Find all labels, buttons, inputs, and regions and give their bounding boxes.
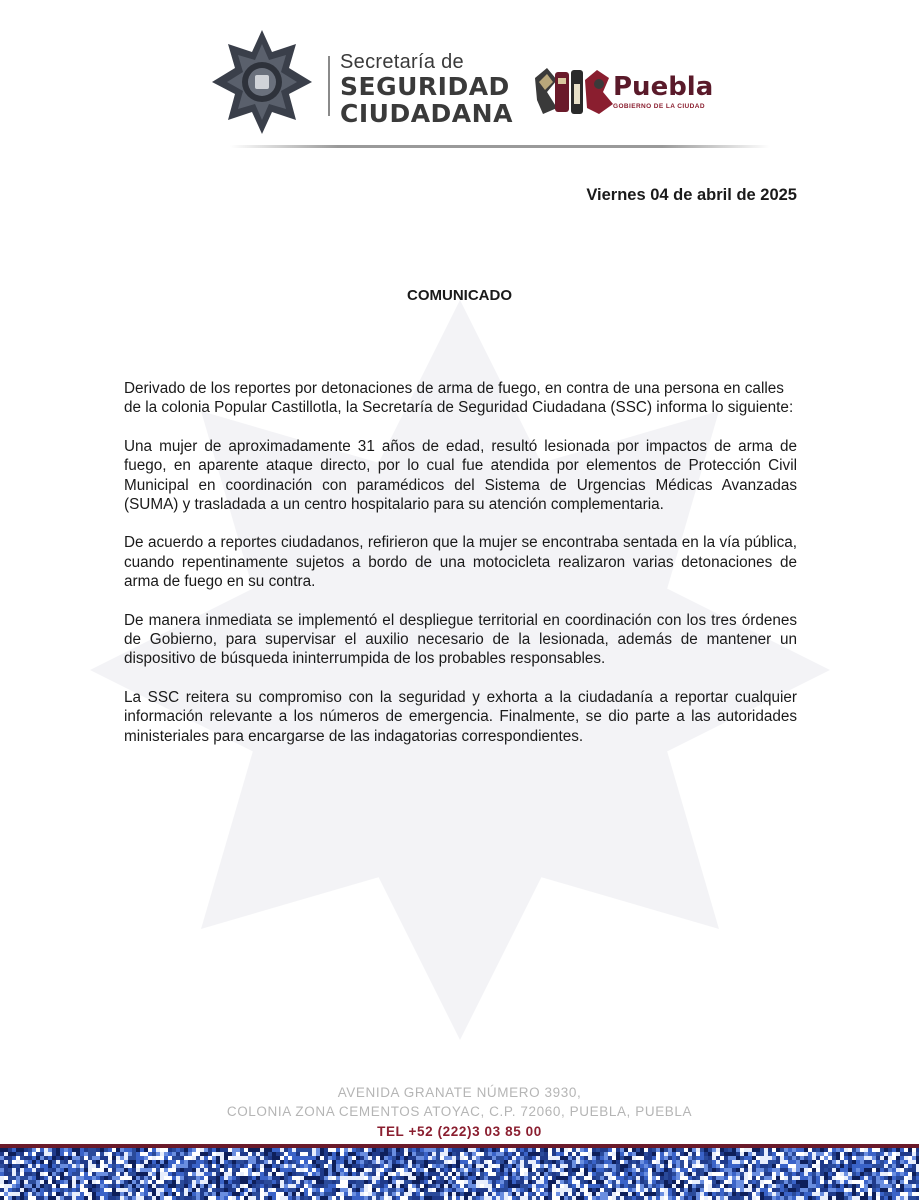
header-rule <box>230 145 770 148</box>
paragraph: La SSC reitera su compromiso con la seguridad y exhorta a la ciudadanía a reportar cualquier información relevante a los números de emergencia. Finalmente, se dio parte a las autoridades ministeriales para encargarse de las indagatorias correspondientes. <box>124 688 797 745</box>
ssc-star-badge-icon <box>212 30 312 134</box>
document-title: COMUNICADO <box>407 287 512 304</box>
org-line3: CIUDADANA <box>340 99 513 128</box>
paragraph: De manera inmediata se implementó el despliegue territorial en coordinación con los tres órdenes de Gobierno, para supervisar el auxilio necesario de la lesionada, además de mantener un dispositivo de búsqueda ininterrumpida de los probables responsables. <box>124 611 797 668</box>
city-subtitle: GOBIERNO DE LA CIUDAD <box>613 103 705 110</box>
address-line1: AVENIDA GRANATE NÚMERO 3930, <box>337 1085 582 1100</box>
puebla-wordmark <box>613 74 713 110</box>
document-body <box>124 379 797 765</box>
document-date: Viernes 04 de abril de 2025 <box>586 186 797 204</box>
puebla-emblem-icon <box>533 64 615 116</box>
org-line1: Secretaría de <box>340 51 464 73</box>
paragraph: De acuerdo a reportes ciudadanos, refirieron que la mujer se encontraba sentada en la vía pública, cuando repentinamente sujetos a bordo de una motocicleta realizaron varias detonaciones de arma de fuego en su contra. <box>124 534 797 591</box>
city-name: Puebla <box>613 72 714 102</box>
paragraph: Derivado de los reportes por detonaciones de arma de fuego, en contra de una persona en calles de la colonia Popular Castillotla, la Secretaría de Seguridad Ciudadana (SSC) informa lo siguiente: <box>124 380 794 417</box>
header-divider <box>328 56 330 116</box>
footer <box>0 1083 919 1139</box>
address-line2: COLONIA ZONA CEMENTOS ATOYAC, C.P. 72060, PUEBLA, PUEBLA <box>226 1104 693 1119</box>
letterhead <box>0 0 919 160</box>
paragraph: Una mujer de aproximadamente 31 años de edad, resultó lesionada por impactos de arma de fuego, en aparente ataque directo, por lo cual fue atendida por elementos de Protección Civil Municipal en coordinación con paramédicos del Sistema de Urgencias Médicas Avanzadas (SUMA) y trasladada a un centro hospitalario para su atención complementaria. <box>124 437 797 514</box>
phone-number: TEL +52 (222)3 03 85 00 <box>377 1124 542 1139</box>
ssc-wordmark <box>340 52 513 126</box>
org-line2: SEGURIDAD <box>340 72 510 101</box>
talavera-pattern-band <box>0 1148 919 1200</box>
